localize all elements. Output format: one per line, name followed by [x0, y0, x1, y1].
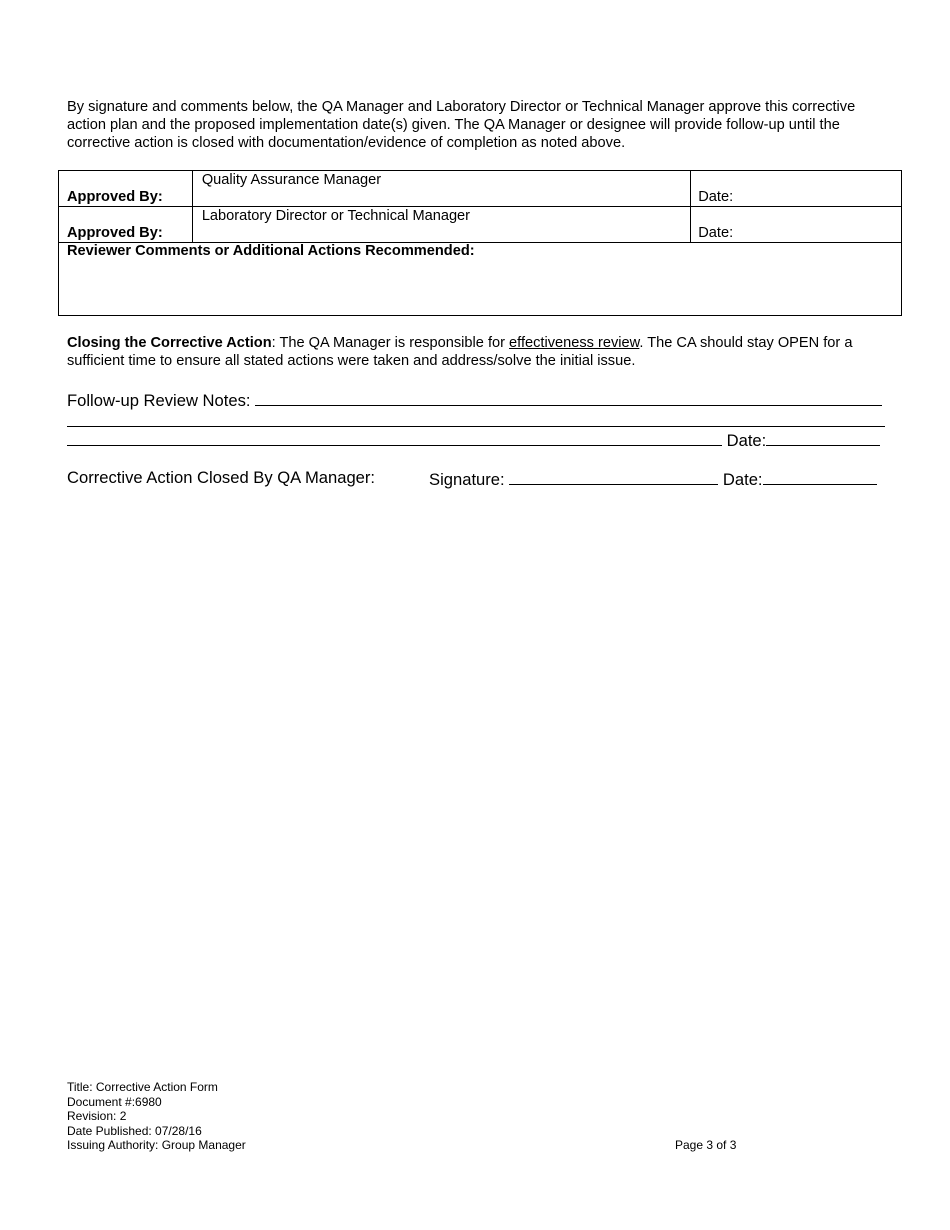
lab-director-signature-cell[interactable] — [192, 207, 690, 243]
approved-by-label: Approved By: — [67, 189, 163, 205]
qa-manager-signature-cell[interactable] — [192, 171, 690, 207]
footer-document-number: Document #:6980 — [67, 1094, 162, 1109]
page-number: Page 3 of 3 — [675, 1138, 737, 1152]
qa-manager-date-cell[interactable] — [691, 171, 902, 207]
followup-notes-label: Follow-up Review Notes: — [67, 391, 256, 410]
role-label: Quality Assurance Manager — [201, 172, 382, 188]
intro-paragraph: By signature and comments below, the QA Manager and Laboratory Director or Technical Manager approve this corrective action plan and the proposed implementation date(s) given. The QA Manager or designee will provide follow-up until the corrective action is closed with documentation/evidence of completion as noted above. — [67, 99, 856, 151]
closed-by-label-row — [67, 468, 375, 488]
date-label: Date: — [698, 225, 734, 241]
reviewer-comments-label: Reviewer Comments or Additional Actions Recommended: — [67, 243, 475, 259]
closing-heading: Closing the Corrective Action — [67, 335, 272, 351]
closed-by-signature-row — [429, 468, 877, 490]
followup-date-label: Date: — [722, 431, 767, 450]
approval-table — [58, 170, 902, 316]
footer-issuing-authority: Issuing Authority: Group Manager — [67, 1138, 246, 1152]
footer-revision: Revision: 2 — [67, 1109, 127, 1123]
reviewer-comments-row — [59, 243, 902, 316]
signature-line[interactable] — [509, 468, 718, 485]
followup-notes-line-2[interactable] — [67, 410, 885, 427]
document-footer — [67, 1080, 246, 1153]
effectiveness-review-text: effectiveness review — [509, 335, 640, 351]
footer-title: Title: Corrective Action Form — [67, 1080, 218, 1094]
footer-date-published: Date Published: 07/28/16 — [67, 1123, 202, 1138]
closed-by-label: Corrective Action Closed By QA Manager: — [67, 468, 376, 487]
reviewer-comments-cell[interactable] — [59, 243, 902, 316]
approval-row-qa-manager — [59, 171, 902, 207]
followup-notes-line-1[interactable] — [255, 389, 882, 406]
approved-by-label: Approved By: — [67, 225, 163, 241]
signature-label: Signature: — [429, 470, 510, 489]
approval-row-lab-director — [59, 207, 902, 243]
followup-notes-row-3 — [67, 429, 880, 451]
closed-date-label: Date: — [718, 470, 763, 489]
lab-director-date-cell[interactable] — [691, 207, 902, 243]
role-label: Laboratory Director or Technical Manager — [201, 208, 471, 224]
followup-notes-line-3[interactable] — [67, 429, 722, 446]
followup-date-line[interactable] — [766, 429, 880, 446]
date-label: Date: — [698, 189, 734, 205]
followup-notes-row — [67, 389, 882, 411]
closing-paragraph: Closing the Corrective Action: The QA Manager is responsible for effectiveness review. The CA should stay OPEN for a sufficient time to ensure all stated actions were taken and address/solve the initial issue. — [67, 335, 853, 369]
closed-date-line[interactable] — [763, 468, 877, 485]
